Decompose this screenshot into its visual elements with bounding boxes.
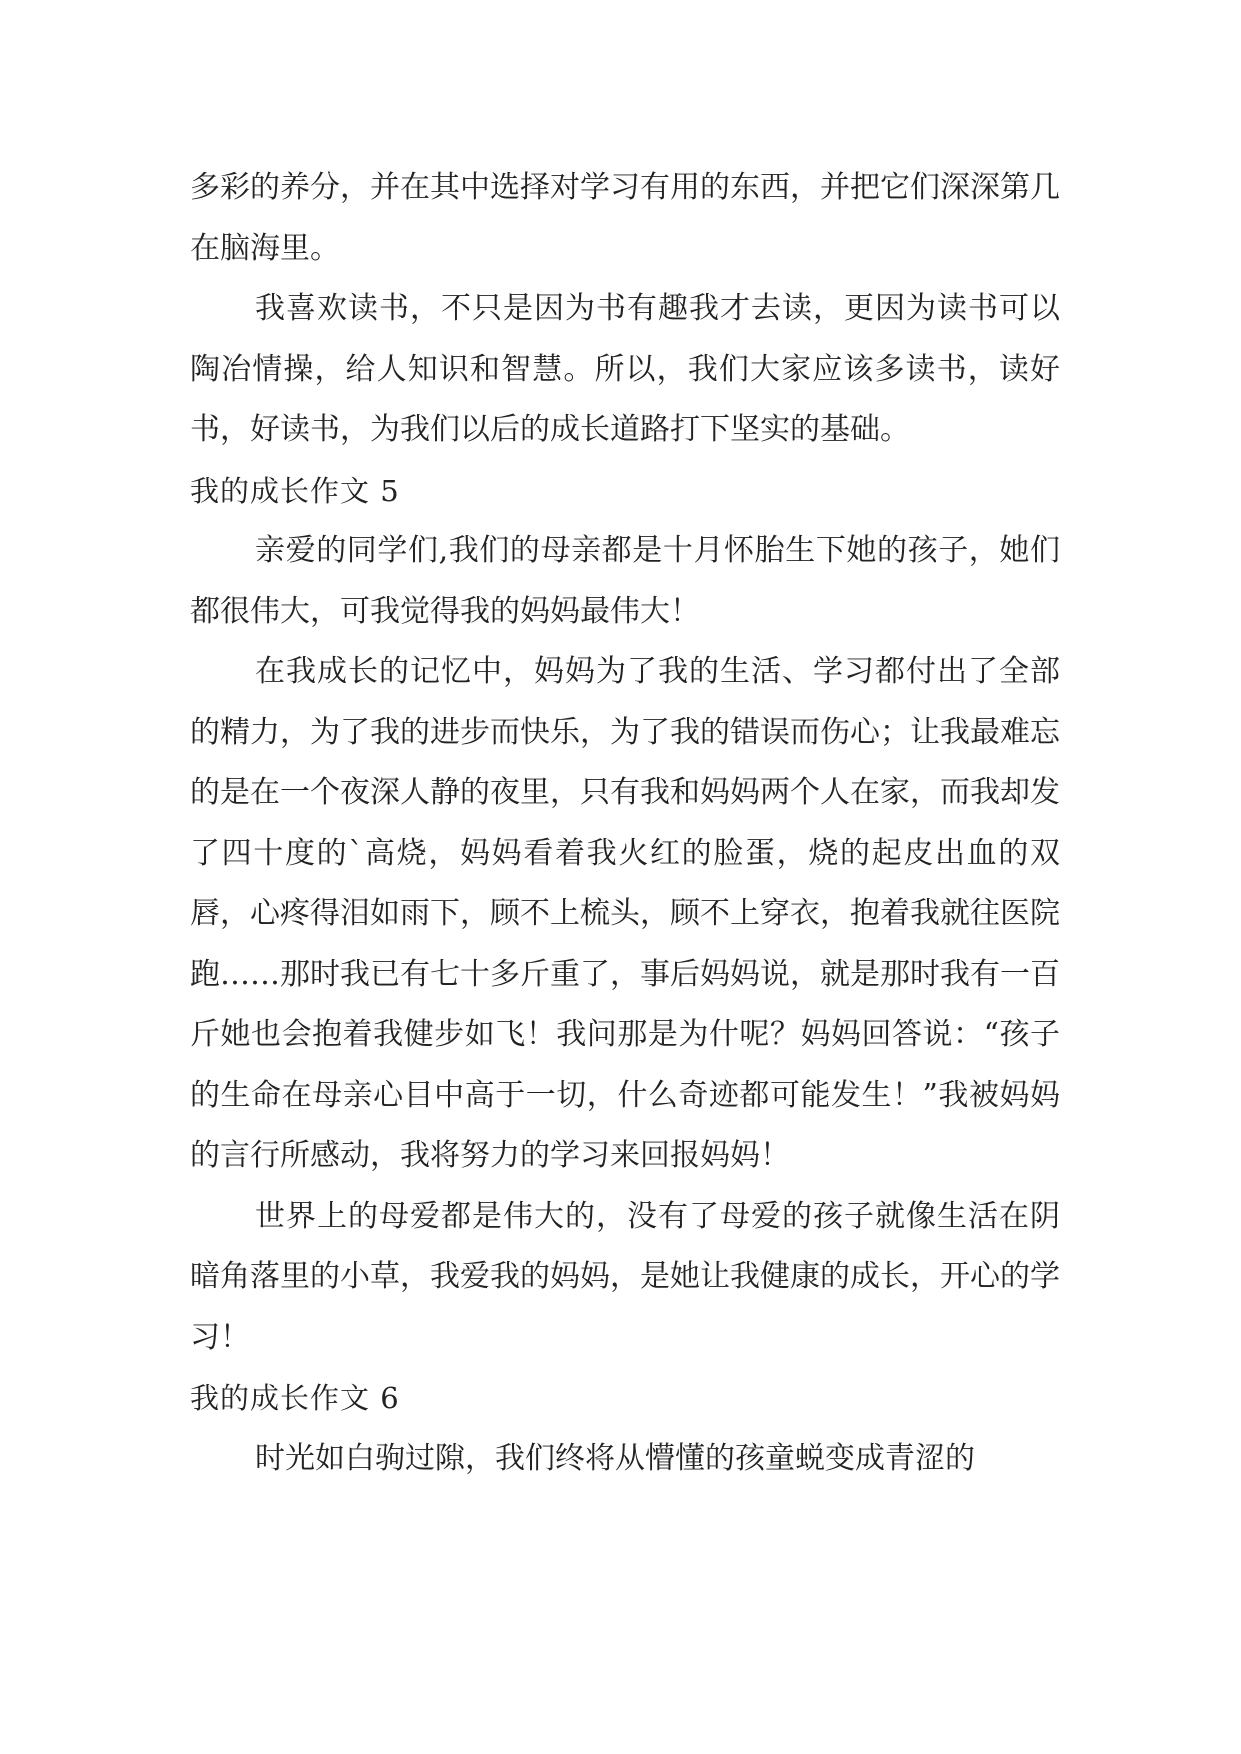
paragraph-intro-mother: 亲爱的同学们,我们的母亲都是十月怀胎生下她的孩子，她们都很伟大，可我觉得我的妈妈最伟大！ <box>190 533 1060 629</box>
paragraph-continued: 多彩的养分，并在其中选择对学习有用的东西，并把它们深深第几在脑海里。 <box>190 170 1060 266</box>
section-heading-6: 我的成长作文 6 <box>190 1381 400 1415</box>
section-heading-5: 我的成长作文 5 <box>190 473 400 508</box>
paragraph-memory: 在我成长的记忆中，妈妈为了我的生活、学习都付出了全部的精力，为了我的进步而快乐，为了我的错误而伤心；让我最难忘的是在一个夜深人静的夜里，只有我和妈妈两个人在家，而我却发了四十度的`高烧，妈妈看着我火红的脸蛋，烧的起皮出血的双唇，心疼得泪如雨下，顾不上梳头，顾不上穿衣，抱着我就往医院跑……那时我已有七十多斤重了，事后妈妈说，就是那时我有一百斤她也会抱着我健步如飞！我问那是为什呢？妈妈回答说：“孩子的生命在母亲心目中高于一切，什么奇迹都可能发生！”我被妈妈的言行所感动，我将努力的学习来回报妈妈！ <box>190 654 1060 1173</box>
paragraph-time: 时光如白驹过隙，我们终将从懵懂的孩童蜕变成青涩的 <box>255 1440 975 1476</box>
document-body <box>190 158 1060 1489</box>
paragraph-reading: 我喜欢读书，不只是因为书有趣我才去读，更因为读书可以陶冶情操，给人知识和智慧。所以，我们大家应该多读书，读好书，好读书，为我们以后的成长道路打下坚实的基础。 <box>190 291 1060 447</box>
paragraph-conclusion: 世界上的母爱都是伟大的，没有了母爱的孩子就像生活在阴暗角落里的小草，我爱我的妈妈，是她让我健康的成长，开心的学习！ <box>190 1198 1060 1355</box>
